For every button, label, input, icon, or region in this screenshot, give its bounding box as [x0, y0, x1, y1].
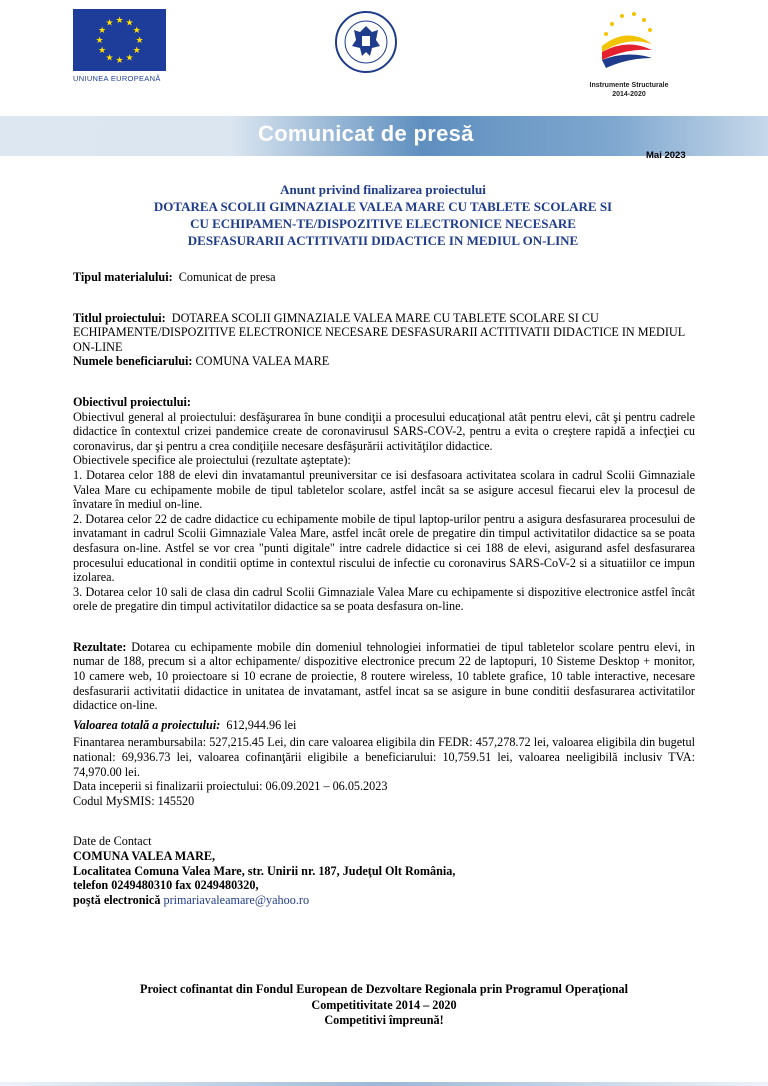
announcement-heading — [73, 181, 693, 249]
document-body — [73, 270, 695, 907]
bottom-divider — [0, 1082, 768, 1086]
heading-line2: DOTAREA SCOLII GIMNAZIALE VALEA MARE CU TABLETE SCOLARE SI — [153, 199, 613, 214]
eu-star-icon: ★ — [115, 15, 124, 25]
contact-heading: Date de Contact — [73, 834, 152, 849]
is-label-line1: Instrumente Structurale — [589, 82, 669, 89]
structural-instruments-label — [570, 81, 688, 99]
contact-phone: telefon 0249480310 fax 0249480320, — [73, 878, 259, 893]
government-seal-logo — [334, 10, 398, 74]
heading-line4: DESFASURARII ACTITIVATII DIDACTICE IN MEDIUL ON-LINE — [187, 233, 579, 248]
eu-star-icon: ★ — [125, 52, 134, 63]
eu-star-icon: ★ — [98, 45, 107, 55]
contact-email-row: poştă electronică primariavaleamare@yahoo.ro — [73, 892, 310, 907]
objective-item-2: 2. Dotarea celor 22 de cadre didactice cu echipamente mobile de tipul laptop-urilor pentru a asigura desfasurarea procesului de invatamant in cadrul Scolii Gimnaziale Valea Mare, astfel incât orele de pregatire din timpul activitatilor didactice sa se poata desfasura on-line. Astfel se vor crea "punti digitale" intre cadrele didactice si cei 188 de elevi, asigurand asfel desfasurarea procesului educational in conditii optime in contextul riscului de infectie cu coronavirus SARS-CoV-2 si a situatiilor ce impun izolarea. — [73, 511, 695, 585]
eu-star-icon: ★ — [98, 25, 107, 35]
eu-star-icon: ★ — [132, 25, 141, 35]
eu-star-icon: ★ — [115, 55, 124, 65]
material-type: Tipul materialului: Comunicat de presa — [73, 270, 276, 284]
eu-label: UNIUNEA EUROPEANĂ — [73, 74, 161, 83]
project-title: Titlul proiectului: DOTAREA SCOLII GIMNAZIALE VALEA MARE CU TABLETE SCOLARE SI CU ECHIPAMENTE/DISPOZITIVE ELECTRONICE NECESARE DESFASURARII ACTITIVATII DIDACTICE IN MEDIUL ON-LINE — [73, 310, 685, 354]
financing: Finantarea nerambursabila: 527,215.45 Lei, din care valoarea eligibila din FEDR: 457,278.72 lei, valoarea eligibila din bugetul national: 69,936.73 lei, valoarea cofinanţării eligibile a beneficiarului: 10,759.51 lei, valoarea neeligibilă inclusiv TVA: 74,970.00 lei. — [73, 735, 695, 779]
beneficiary: Numele beneficiarului: COMUNA VALEA MARE — [73, 354, 330, 369]
objective-specific-intro: Obiectivele specifice ale proiectului (rezultate aşteptate): — [73, 453, 351, 468]
is-label-line2: 2014-2020 — [612, 91, 646, 98]
mysmis-code: Codul MySMIS: 145520 — [73, 793, 195, 808]
contact-email-link[interactable]: primariavaleamare@yahoo.ro — [163, 892, 310, 907]
heading-line1: Anunt privind finalizarea proiectului — [280, 182, 486, 197]
release-date: Mai 2023 — [646, 150, 686, 161]
footer-line2: Competitivitate 2014 – 2020 — [311, 997, 457, 1012]
eu-star-icon: ★ — [95, 35, 104, 45]
banner-title: Comunicat de presă — [258, 121, 474, 146]
footer-line3: Competitivi împreună! — [324, 1013, 444, 1028]
objective-general: Obiectivul general al proiectului: desfăşurarea în bune condiţii a procesului educaţional atât pentru elevi, cât şi pentru cadrele didactice în contextul crizei pandemice create de coronavirusul SARS-COV-2, pentru a evita o creştere rapidă a infecţiei cu coronavirus, dar şi pentru a crea condiţiile necesare desfăşurării activităţilor didactice. — [73, 409, 695, 453]
eu-flag-logo — [73, 9, 166, 71]
eu-star-icon: ★ — [135, 35, 144, 45]
eu-star-icon: ★ — [125, 17, 134, 28]
objective-item-3: 3. Dotarea celor 10 sali de clasa din cadrul Scolii Gimnaziale Valea Mare cu echipamente si dispozitive electronice astfel încât orele de pregatire din timpul activitatilor didactice sa se poata desfasura on-line. — [73, 584, 695, 614]
objective-label: Obiectivul proiectului: — [73, 394, 191, 409]
objective-item-1: 1. Dotarea celor 188 de elevi din invatamantul preuniversitar ce isi desfasoara activitatea scolara in cadrul Scolii Gimnaziale Valea Mare cu echipamente mobile de tipul tabletelor scolare, astfel incât sa se asigure accesul fiecarui elev la procesul de învatare în mediul on-line. — [73, 467, 695, 512]
structural-instruments-logo — [592, 6, 662, 76]
results: Rezultate: Dotarea cu echipamente mobile din domeniul tehnologiei informatiei de tipul tabletelor scolare pentru elevi, in numar de 188, precum si a altor echipamente/ dispozitive electronice precum 22 de laptopuri, 10 Sisteme Desktop + monitor, 10 camere web, 10 proiectoare si 10 ecrane de proiectie, 8 routere wireless, 10 tablete grafice, 10 table interactive, necesare desfasurarii activitatii didactice in unitatea de invatamant, astfel incat sa se asigure in bune conditii desfasurarea activitatilor didactice on-line. — [73, 639, 695, 713]
eu-star-icon: ★ — [105, 17, 114, 28]
contact-address: Localitatea Comuna Valea Mare, str. Unirii nr. 187, Judeţul Olt România, — [73, 863, 456, 878]
cofinancing-footer — [73, 982, 695, 1029]
footer-line1: Proiect cofinantat din Fondul European de Dezvoltare Regionala prin Programul Operaţional — [140, 982, 628, 996]
eu-star-icon: ★ — [132, 45, 141, 55]
project-dates: Data inceperii si finalizarii proiectului: 06.09.2021 – 06.05.2023 — [73, 779, 388, 794]
total-value: Valoarea totală a proiectului: 612,944.96 lei — [73, 717, 297, 732]
heading-line3: CU ECHIPAMEN-TE/DISPOZITIVE ELECTRONICE NECESARE — [190, 216, 576, 231]
eu-star-icon: ★ — [105, 52, 114, 63]
contact-name: COMUNA VALEA MARE, — [73, 849, 216, 863]
